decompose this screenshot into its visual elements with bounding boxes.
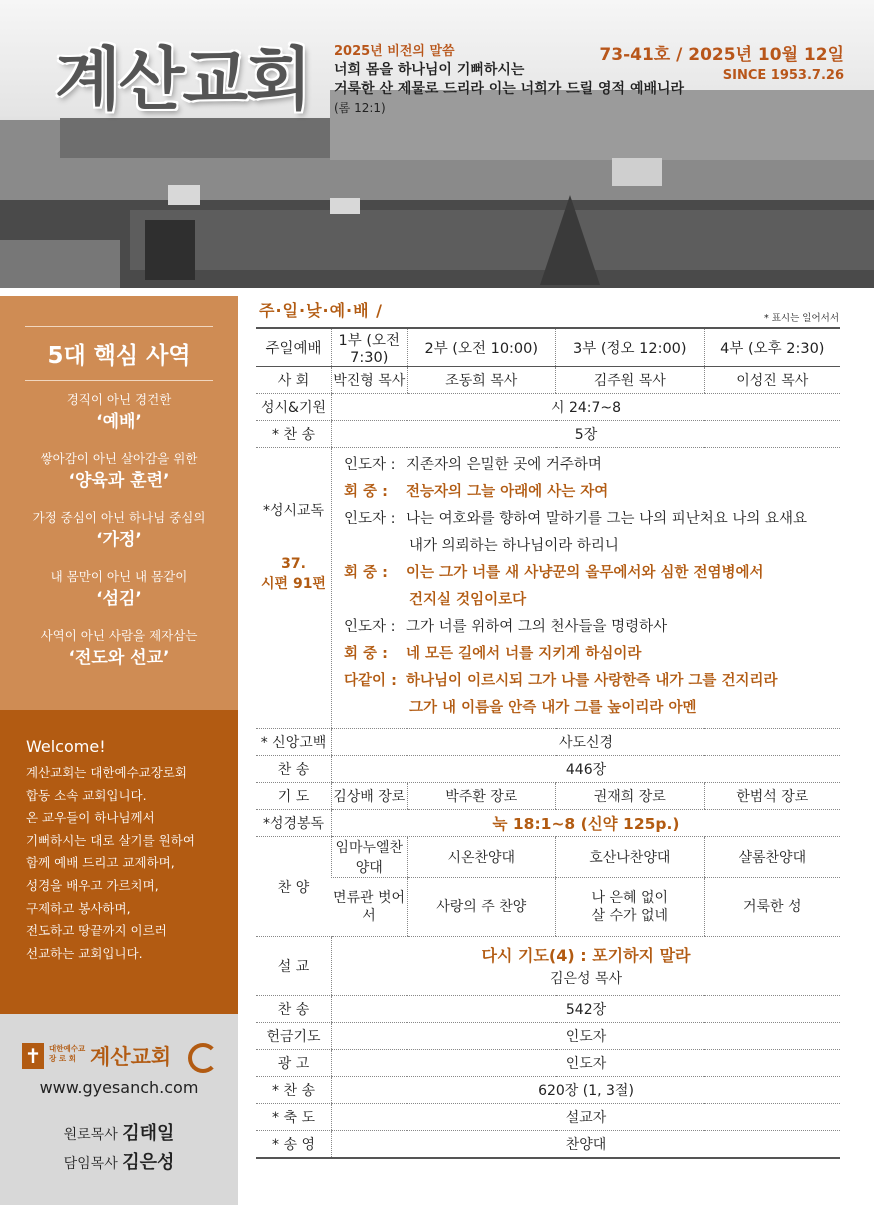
table-row — [256, 756, 840, 783]
reading-text: 하나님이 이르시되 그가 나를 사랑한즉 내가 그를 건지리라 — [406, 673, 778, 689]
sermon-cell — [332, 937, 841, 996]
presider-name: 박진형 목사 — [332, 367, 408, 394]
vision-label: 2025년 비전의 말씀 — [334, 44, 455, 59]
table-row — [256, 367, 840, 394]
core-item — [0, 568, 238, 627]
choir-song: 사랑의 주 찬양 — [407, 878, 556, 937]
core-item-main: ‘양육과 훈련’ — [68, 471, 170, 491]
psalm-name: 시편 91편 — [261, 576, 326, 592]
welcome-line: 계산교회는 대한예수교장로회 — [26, 765, 187, 780]
table-row — [256, 421, 840, 448]
presider-name: 이성진 목사 — [704, 367, 840, 394]
offering-value: 인도자 — [332, 1023, 841, 1050]
welcome-panel — [0, 710, 238, 1014]
core-item-sub: 내 몸만이 아닌 내 몸같이 — [50, 569, 188, 584]
table-row — [256, 1077, 840, 1104]
welcome-line: 선교하는 교회입니다. — [26, 945, 143, 961]
table-row — [256, 937, 840, 996]
welcome-text — [26, 762, 195, 965]
table-row — [256, 1023, 840, 1050]
senior-pastor — [0, 1149, 238, 1178]
core-item-main: ‘예배’ — [96, 412, 142, 432]
reading-speaker: 인도자 : — [344, 511, 396, 527]
vision-line-2: 거룩한 산 제물로 드리라 이는 너희가 드릴 영적 예배니라 — [334, 81, 685, 97]
hymn-value: 446장 — [332, 756, 841, 783]
senior-pastor-name: 김은성 — [122, 1152, 175, 1173]
sidebar — [0, 296, 238, 1205]
issue-date: 73-41호 / 2025년 10월 12일 — [599, 45, 844, 65]
reading-text: 네 모든 길에서 너를 지키게 하심이라 — [406, 646, 642, 662]
denomination-line: 대한예수교 — [49, 1044, 86, 1053]
row-label: 사 회 — [256, 367, 332, 394]
table-row — [256, 448, 840, 729]
reading-text: 그가 내 이름을 안즉 내가 그를 높이리라 아멘 — [409, 700, 697, 716]
row-label: 광 고 — [256, 1050, 332, 1077]
table-row — [256, 1050, 840, 1077]
reading-text: 건지실 것임이로다 — [409, 592, 527, 608]
table-row — [256, 996, 840, 1023]
core-item-sub: 가정 중심이 아닌 하나님 중심의 — [32, 510, 206, 525]
core-ministries-panel — [0, 296, 238, 710]
senior-pastor-label: 담임목사 — [63, 1156, 118, 1172]
website-url[interactable]: www.gyesanch.com — [39, 1078, 199, 1097]
row-label: * 축 도 — [256, 1104, 332, 1131]
church-name-logo: 계산교회 — [55, 41, 310, 120]
hymn-value: 620장 (1, 3절) — [332, 1077, 841, 1104]
prayer-name: 박주환 장로 — [407, 783, 556, 810]
postlude-value: 찬양대 — [332, 1131, 841, 1159]
reading-speaker: 인도자 : — [344, 619, 396, 635]
table-header-row — [256, 328, 840, 367]
sermon-title: 다시 기도(4) : 포기하지 말라 — [481, 946, 691, 965]
vision-line-1: 너희 몸을 하나님이 기뻐하시는 — [334, 62, 525, 78]
reading-speaker: 회 중 : — [344, 484, 388, 500]
welcome-line: 전도하고 땅끝까지 이르러 — [26, 923, 167, 939]
dove-mark-icon — [188, 1043, 218, 1073]
welcome-line: 합동 소속 교회입니다. — [26, 787, 147, 803]
responsive-reading — [332, 448, 841, 729]
choir-name: 샬롬찬양대 — [704, 837, 840, 878]
benediction-value: 설교자 — [332, 1104, 841, 1131]
table-row — [256, 1104, 840, 1131]
row-label: * 찬 송 — [256, 421, 332, 448]
psalm-number: 37. — [281, 556, 306, 572]
welcome-title: Welcome! — [26, 737, 106, 756]
creed-value: 사도신경 — [332, 729, 841, 756]
core-item-sub: 쌓아감이 아닌 살아감을 위한 — [40, 451, 198, 466]
worship-order-table — [256, 327, 840, 1159]
pastors-block — [0, 1120, 238, 1178]
logo-church-name: 계산교회 — [90, 1045, 172, 1069]
denomination-label — [49, 1044, 85, 1064]
reading-line — [344, 533, 840, 560]
reading-line — [344, 479, 840, 506]
header-banner — [0, 0, 874, 288]
core-item — [0, 391, 238, 450]
reading-line — [344, 587, 840, 614]
reading-line — [344, 668, 840, 695]
reading-line — [344, 560, 840, 587]
row-label: 설 교 — [256, 937, 332, 996]
invocation-value: 시 24:7~8 — [332, 394, 841, 421]
table-row — [256, 1131, 840, 1159]
core-item — [0, 627, 238, 686]
row-label: 기 도 — [256, 783, 332, 810]
reading-line — [344, 641, 840, 668]
reading-speaker: 인도자 : — [344, 457, 396, 473]
core-item-sub: 경직이 아닌 경건한 — [66, 392, 172, 407]
denomination-line: 장 로 회 — [49, 1054, 76, 1063]
welcome-line: 온 교우들이 하나님께서 — [26, 810, 155, 826]
reading-line — [344, 614, 840, 641]
choir-song: 면류관 벗어서 — [332, 878, 408, 937]
row-label: 찬 송 — [256, 756, 332, 783]
row-label: *성경봉독 — [256, 810, 332, 837]
responsive-reading-label-cell — [256, 448, 332, 729]
row-label: 헌금기도 — [256, 1023, 332, 1050]
presider-name: 김주원 목사 — [556, 367, 705, 394]
core-item-sub: 사역이 아닌 사람을 제자삼는 — [40, 628, 198, 643]
table-row — [256, 729, 840, 756]
welcome-line: 성경을 배우고 가르치며, — [26, 877, 159, 893]
core-item — [0, 509, 238, 568]
choir-song: 거룩한 성 — [704, 878, 840, 937]
core-ministries-title: 5대 핵심 사역 — [25, 326, 213, 381]
reading-line — [344, 452, 840, 479]
elder-pastor-name: 김태일 — [122, 1123, 175, 1144]
reading-text: 내가 의뢰하는 하나님이라 하리니 — [409, 538, 619, 554]
table-row — [256, 394, 840, 421]
hymn-value: 5장 — [332, 421, 841, 448]
table-header-cell: 4부 (오후 2:30) — [704, 328, 840, 367]
row-label: *성시교독 — [262, 503, 325, 519]
elder-pastor-label: 원로목사 — [63, 1127, 118, 1143]
stand-note: * 표시는 일어서서 — [763, 313, 839, 324]
scripture-value: 눅 18:1~8 (신약 125p.) — [332, 810, 841, 837]
welcome-line: 기뻐하시는 대로 살기를 원하여 — [26, 832, 195, 848]
table-header-cell: 2부 (오전 10:00) — [407, 328, 556, 367]
elder-pastor — [0, 1120, 238, 1149]
core-ministries-list — [0, 391, 238, 686]
sermon-preacher: 김은성 목사 — [549, 971, 623, 987]
core-item — [0, 450, 238, 509]
since-date: SINCE 1953.7.26 — [722, 68, 844, 83]
church-logo — [22, 1041, 222, 1075]
prayer-name: 권재희 장로 — [556, 783, 705, 810]
reading-text: 전능자의 그늘 아래에 사는 자여 — [406, 484, 609, 500]
table-header-cell: 주일예배 — [256, 328, 332, 367]
welcome-line: 구제하고 봉사하며, — [26, 900, 131, 916]
reading-line — [344, 695, 840, 722]
vision-reference: (롬 12:1) — [334, 101, 386, 115]
reading-text: 나는 여호와를 향하여 말하기를 그는 나의 피난처요 나의 요새요 — [406, 511, 808, 527]
announcements-value: 인도자 — [332, 1050, 841, 1077]
reading-text: 지존자의 은밀한 곳에 거주하며 — [406, 457, 602, 473]
presider-name: 조동희 목사 — [407, 367, 556, 394]
core-item-main: ‘가정’ — [96, 530, 142, 550]
reading-speaker: 다같이 : — [344, 673, 397, 689]
core-item-main: ‘섬김’ — [96, 589, 142, 609]
table-row — [256, 783, 840, 810]
prayer-name: 한범석 장로 — [704, 783, 840, 810]
table-row — [256, 878, 840, 937]
table-header-cell: 1부 (오전 7:30) — [332, 328, 408, 367]
row-label: 찬 송 — [256, 996, 332, 1023]
table-header-cell: 3부 (정오 12:00) — [556, 328, 705, 367]
row-label: * 송 영 — [256, 1131, 332, 1159]
welcome-line: 함께 예배 드리고 교제하며, — [26, 855, 175, 871]
reading-text: 그가 너를 위하여 그의 천사들을 명령하사 — [406, 619, 668, 635]
choir-name: 임마누엘찬양대 — [332, 837, 408, 878]
choir-name: 호산나찬양대 — [556, 837, 705, 878]
row-label: 성시&기원 — [256, 394, 332, 421]
row-label: * 찬 송 — [256, 1077, 332, 1104]
reading-text: 이는 그가 너를 새 사냥꾼의 올무에서와 심한 전염병에서 — [406, 565, 764, 581]
reading-speaker: 회 중 : — [344, 565, 388, 581]
row-label: * 신앙고백 — [256, 729, 332, 756]
choir-song: 나 은혜 없이 살 수가 없네 — [556, 878, 705, 937]
reading-line — [344, 506, 840, 533]
hymn-value: 542장 — [332, 996, 841, 1023]
table-row — [256, 810, 840, 837]
choir-name: 시온찬양대 — [407, 837, 556, 878]
service-heading: 주·일·낮·예·배 / — [259, 301, 384, 320]
table-row — [256, 837, 840, 878]
row-label: 찬 양 — [256, 837, 332, 937]
cross-icon: ✝ — [22, 1043, 44, 1069]
core-item-main: ‘전도와 선교’ — [68, 648, 170, 668]
reading-speaker: 회 중 : — [344, 646, 388, 662]
prayer-name: 김상배 장로 — [332, 783, 408, 810]
